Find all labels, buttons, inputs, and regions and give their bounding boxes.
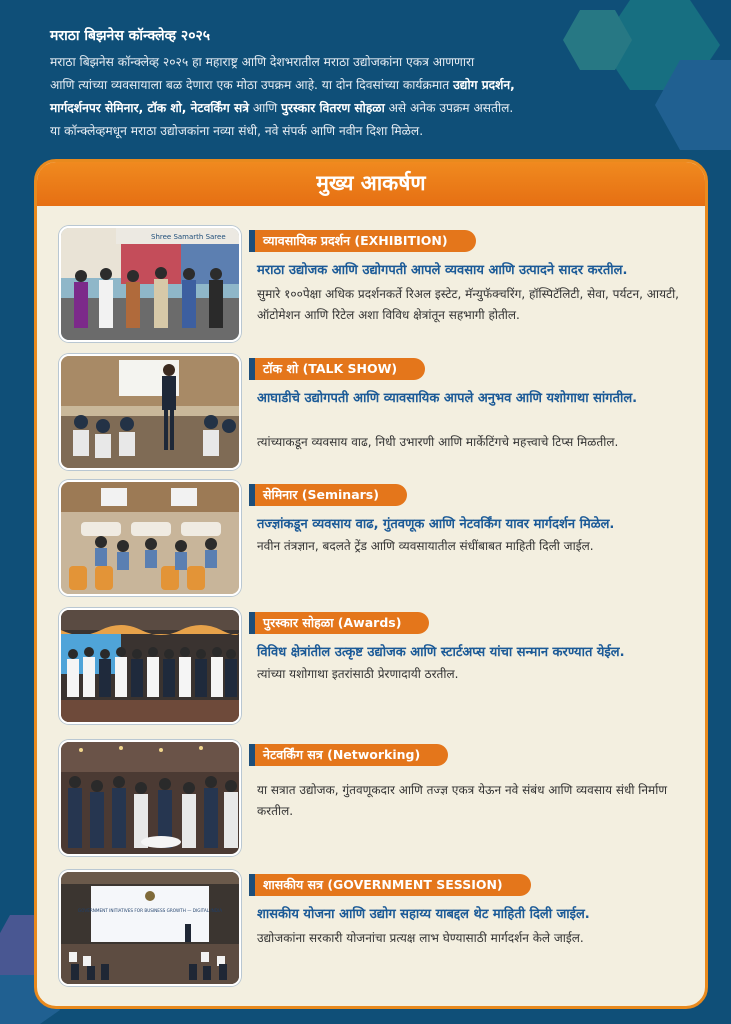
section-networking: [59, 740, 689, 858]
awards-body: त्यांच्या यशोगाथा इतरांसाठी प्रेरणादायी ठरतील.: [257, 667, 459, 681]
government-session-tag: शासकीय सत्र (GOVERNMENT SESSION): [255, 874, 531, 896]
seminars-tag: सेमिनार (Seminars): [255, 484, 407, 506]
networking-photo: [59, 740, 241, 856]
intro-conj: आणि: [252, 101, 278, 115]
exhibition-photo: [59, 226, 241, 342]
networking-body: या सत्रात उद्योजक, गुंतवणूकदार आणि तज्ज्ञ एकत्र येऊन नवे संबंध आणि व्यवसाय संधी निर्माण करतील.: [257, 783, 667, 818]
awards-tag: पुरस्कार सोहळा (Awards): [255, 612, 429, 634]
intro-line-1: मराठा बिझनेस कॉन्क्लेव्ह २०२५ हा महाराष्ट्र आणि देशभरातील मराठा उद्योजकांना एकत्र आणणारा: [50, 55, 475, 69]
seminars-lead: तज्ज्ञांकडून व्यवसाय वाढ, गुंतवणूक आणि नेटवर्किंग यावर मार्गदर्शन मिळेल.: [257, 517, 615, 532]
networking-tag: नेटवर्किंग सत्र (Networking): [255, 744, 448, 766]
government-session-body: उद्योजकांना सरकारी योजनांचा प्रत्यक्ष लाभ घेण्यासाठी मार्गदर्शन केले जाईल.: [257, 931, 584, 945]
stall-sign-text: Shree Samarth Saree: [151, 233, 226, 241]
exhibition-tag: व्यावसायिक प्रदर्शन (EXHIBITION): [255, 230, 476, 252]
screen-title-text: GOVERNMENT INITIATIVES FOR BUSINESS GROWTH — DIGITAL INDIA: [77, 908, 223, 913]
exhibition-lead: मराठा उद्योजक आणि उद्योगपती आपले व्यवसाय आणि उत्पादने सादर करतील.: [257, 263, 628, 278]
section-awards: [59, 608, 689, 726]
talk-show-lead: आघाडीचे उद्योगपती आणि व्यावसायिक आपले अनुभव आणि यशोगाथा सांगतील.: [257, 391, 638, 406]
main-attractions-panel: [34, 159, 708, 1009]
intro-title: मराठा बिझनेस कॉन्क्लेव्ह २०२५: [50, 28, 211, 44]
intro-line-4: या कॉन्क्लेव्हमधून मराठा उद्योजकांना नव्या संधी, नवे संपर्क आणि नवीन दिशा मिळेल.: [50, 124, 424, 138]
awards-photo: [59, 608, 241, 724]
intro-paragraph: [50, 51, 710, 143]
panel-title: मुख्य आकर्षण: [37, 162, 705, 206]
talk-show-body: त्यांच्याकडून व्यवसाय वाढ, निधी उभारणी आणि मार्केटिंगचे महत्त्वाचे टिप्स मिळतील.: [257, 435, 619, 449]
talk-show-photo: [59, 354, 241, 470]
intro-highlight-1: उद्योग प्रदर्शन,: [453, 78, 515, 92]
section-seminars: [59, 480, 689, 598]
intro-highlight-2: मार्गदर्शनपर सेमिनार, टॉक शो, नेटवर्किंग सत्रे: [50, 101, 249, 115]
section-talk-show: [59, 354, 689, 472]
section-government-session: [59, 870, 689, 988]
talk-show-tag: टॉक शो (TALK SHOW): [255, 358, 425, 380]
government-session-photo: [59, 870, 241, 986]
awards-lead: विविध क्षेत्रांतील उत्कृष्ट उद्योजक आणि स्टार्टअप्स यांचा सन्मान करण्यात येईल.: [257, 645, 625, 660]
section-exhibition: [59, 226, 689, 344]
seminars-body: नवीन तंत्रज्ञान, बदलते ट्रेंड आणि व्यवसायातील संधींबाबत माहिती दिली जाईल.: [257, 539, 594, 553]
intro-section: [50, 26, 710, 143]
intro-line-2: आणि त्यांच्या व्यवसायाला बळ देणारा एक मोठा उपक्रम आहे. या दोन दिवसांच्या कार्यक्रमात: [50, 78, 450, 92]
intro-line-3-end: असे अनेक उपक्रम असतील.: [388, 101, 514, 115]
seminars-photo: [59, 480, 241, 596]
government-session-lead: शासकीय योजना आणि उद्योग सहाय्य याबद्दल थेट माहिती दिली जाईल.: [257, 907, 590, 922]
intro-highlight-3: पुरस्कार वितरण सोहळा: [281, 101, 385, 115]
exhibition-body: सुमारे १००पेक्षा अधिक प्रदर्शनकर्ते रिअल इस्टेट, मॅन्युफॅक्चरिंग, हॉस्पिटॅलिटी, सेवा, पर्यटन, आयटी, ऑटोमेशन आणि रिटेल अशा विविध क्षेत्रांतून सहभागी होतील.: [257, 287, 679, 322]
